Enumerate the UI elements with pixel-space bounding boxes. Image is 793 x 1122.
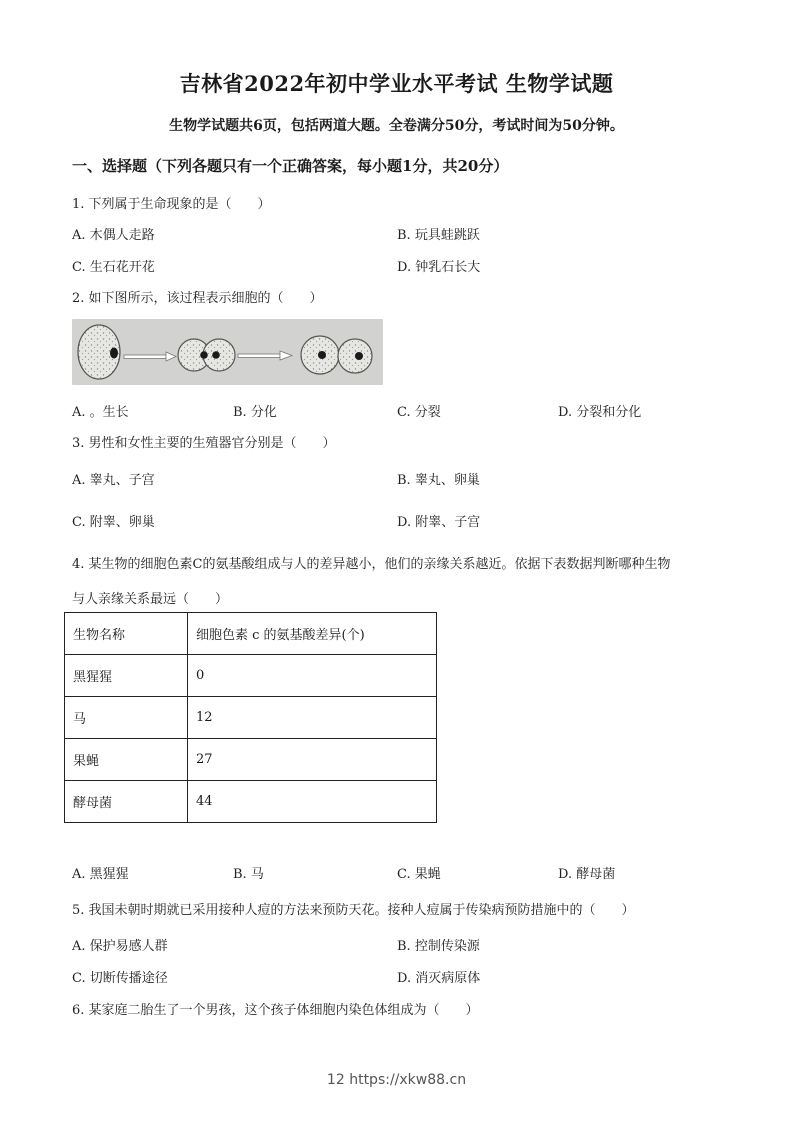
question-3-option-b: B. 睾丸、卵巢 bbox=[397, 473, 480, 488]
table-cell-organism: 酵母菌 bbox=[65, 781, 188, 823]
question-6-stem: 6. 某家庭二胎生了一个男孩，这个孩子体细胞内染色体组成为（ ） bbox=[72, 1003, 479, 1018]
document-subtitle: 生物学试题共6页，包括两道大题。全卷满分50分，考试时间为50分钟。 bbox=[169, 118, 624, 134]
question-2-option-d: D. 分裂和分化 bbox=[558, 405, 642, 420]
question-3-option-c: C. 附睾、卵巢 bbox=[72, 515, 155, 530]
table-row bbox=[65, 697, 437, 739]
question-2-option-b: B. 分化 bbox=[233, 405, 277, 420]
question-3-stem: 3. 男性和女性主要的生殖器官分别是（ ） bbox=[72, 436, 336, 451]
question-2-option-c: C. 分裂 bbox=[397, 405, 441, 420]
arrow-icon bbox=[124, 352, 176, 361]
question-5-option-a: A. 保护易感人群 bbox=[72, 939, 168, 954]
table-header-cell: 细胞色素 c 的氨基酸差异(个) bbox=[188, 613, 437, 655]
cell-division-figure bbox=[72, 319, 383, 385]
question-4-stem-line1: 4. 某生物的细胞色素C的氨基酸组成与人的差异越小，他们的亲缘关系越近。依据下表数据判断哪种生物 bbox=[72, 557, 671, 572]
document-title: 吉林省2022年初中学业水平考试 生物学试题 bbox=[179, 71, 614, 96]
question-5-option-d: D. 消灭病原体 bbox=[397, 971, 481, 986]
table-cell-difference: 12 bbox=[188, 697, 437, 739]
question-1-stem: 1. 下列属于生命现象的是（ ） bbox=[72, 197, 271, 212]
table-row bbox=[65, 655, 437, 697]
question-5-option-c: C. 切断传播途径 bbox=[72, 971, 168, 986]
cell-division-illustration bbox=[72, 319, 383, 385]
question-5-stem: 5. 我国未朝时期就已采用接种人痘的方法来预防天花。接种人痘属于传染病预防措施中的（ ） bbox=[72, 903, 635, 918]
question-4-option-a: A. 黑猩猩 bbox=[72, 867, 129, 882]
question-4-stem-line2: 与人亲缘关系最远（ ） bbox=[72, 592, 229, 607]
question-4-option-b: B. 马 bbox=[233, 867, 264, 882]
table-cell-difference: 0 bbox=[188, 655, 437, 697]
table-cell-organism: 果蝇 bbox=[65, 739, 188, 781]
page-footer bbox=[0, 1072, 793, 1088]
table-row bbox=[65, 739, 437, 781]
question-3-option-a: A. 睾丸、子宫 bbox=[72, 473, 155, 488]
question-2-option-a: A. 。生长 bbox=[72, 405, 129, 420]
table-row bbox=[65, 781, 437, 823]
question-3-option-d: D. 附睾、子宫 bbox=[397, 515, 481, 530]
question-4-option-d: D. 酵母菌 bbox=[558, 867, 616, 882]
question-1-option-a: A. 木偶人走路 bbox=[72, 228, 155, 243]
table-header-row bbox=[65, 613, 437, 655]
question-2-stem: 2. 如下图所示，该过程表示细胞的（ ） bbox=[72, 291, 323, 306]
question-1-option-c: C. 生石花开花 bbox=[72, 260, 155, 275]
table-cell-difference: 27 bbox=[188, 739, 437, 781]
page-number: 12 bbox=[326, 1072, 345, 1088]
question-1-option-b: B. 玩具蛙跳跃 bbox=[397, 228, 480, 243]
question-4-option-c: C. 果蝇 bbox=[397, 867, 441, 882]
table-header-cell: 生物名称 bbox=[65, 613, 188, 655]
section-heading: 一、选择题（下列各题只有一个正确答案，每小题1分，共20分） bbox=[72, 157, 509, 175]
table-cell-organism: 马 bbox=[65, 697, 188, 739]
question-1-option-d: D. 钟乳石长大 bbox=[397, 260, 481, 275]
question-5-option-b: B. 控制传染源 bbox=[397, 939, 480, 954]
footer-url[interactable]: https://xkw88.cn bbox=[349, 1072, 467, 1088]
amino-acid-difference-table bbox=[64, 612, 437, 823]
table-cell-organism: 黑猩猩 bbox=[65, 655, 188, 697]
table-cell-difference: 44 bbox=[188, 781, 437, 823]
arrow-icon bbox=[238, 351, 292, 360]
